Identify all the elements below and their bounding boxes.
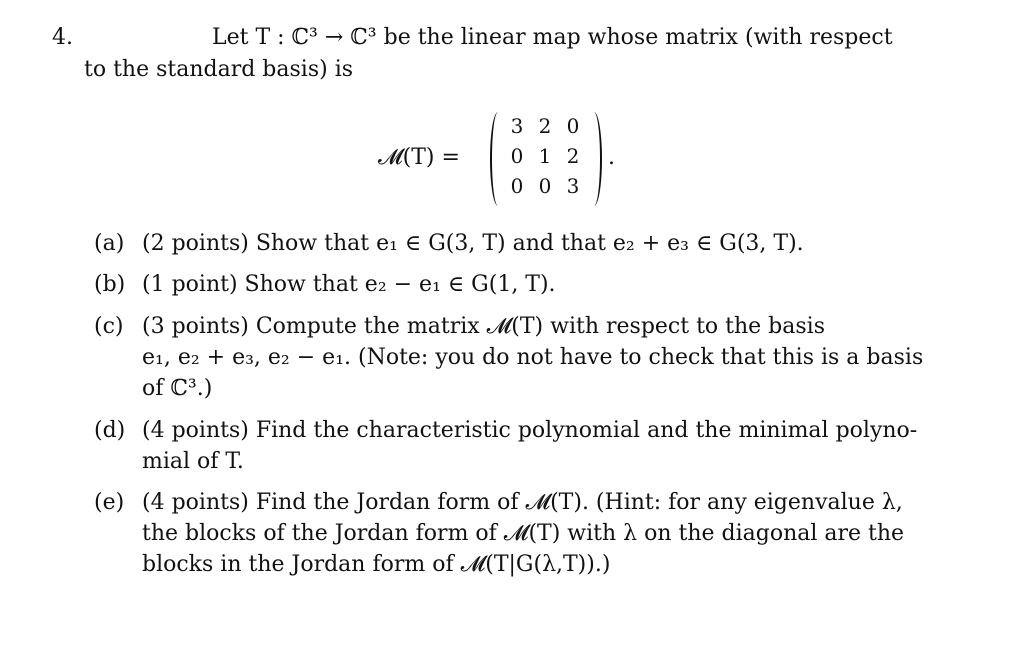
- part-label-c: (c): [94, 314, 124, 339]
- part-label-b: (b): [94, 272, 126, 297]
- part-e-line-2: the blocks of the Jordan form of 𝓜(T) with λ on the diagonal are the: [142, 521, 905, 546]
- matrix: [490, 112, 602, 206]
- part-d-line-2: mial of T.: [142, 449, 244, 474]
- matrix-lhs: 𝓜(T) =: [378, 145, 460, 170]
- matrix-cell: 0: [510, 144, 524, 168]
- part-label-a: (a): [94, 231, 125, 256]
- matrix-trailing-period: .: [608, 145, 615, 170]
- matrix-cell: 1: [538, 144, 552, 168]
- matrix-cell: 0: [566, 114, 580, 138]
- part-b-line-1: (1 point) Show that e₂ − e₁ ∈ G(1, T).: [142, 272, 556, 297]
- part-c-line-3: of ℂ³.): [142, 376, 213, 401]
- problem-intro-line-1: Let T : ℂ³ → ℂ³ be the linear map whose matrix (with respect: [212, 25, 893, 50]
- matrix-cell: 3: [510, 114, 524, 138]
- matrix-cell: 0: [538, 174, 552, 198]
- part-d-line-1: (4 points) Find the characteristic polynomial and the minimal polyno-: [142, 418, 918, 443]
- right-paren: [586, 112, 602, 206]
- part-c-line-2: e₁, e₂ + e₃, e₂ − e₁. (Note: you do not have to check that this is a basis: [142, 345, 924, 370]
- part-a-line-1: (2 points) Show that e₁ ∈ G(3, T) and that e₂ + e₃ ∈ G(3, T).: [142, 231, 804, 256]
- matrix-cell: 3: [566, 174, 580, 198]
- matrix-cell: 2: [538, 114, 552, 138]
- problem-intro-line-2: to the standard basis) is: [84, 57, 354, 82]
- problem-number: 4.: [52, 25, 73, 50]
- matrix-cell: 2: [566, 144, 580, 168]
- part-label-d: (d): [94, 418, 126, 443]
- matrix-cell: 0: [510, 174, 524, 198]
- part-e-line-3: blocks in the Jordan form of 𝓜(T|G(λ,T)).): [142, 552, 611, 577]
- part-c-line-1: (3 points) Compute the matrix 𝓜(T) with respect to the basis: [142, 314, 825, 339]
- part-label-e: (e): [94, 490, 125, 515]
- part-e-line-1: (4 points) Find the Jordan form of 𝓜(T). (Hint: for any eigenvalue λ,: [142, 490, 903, 515]
